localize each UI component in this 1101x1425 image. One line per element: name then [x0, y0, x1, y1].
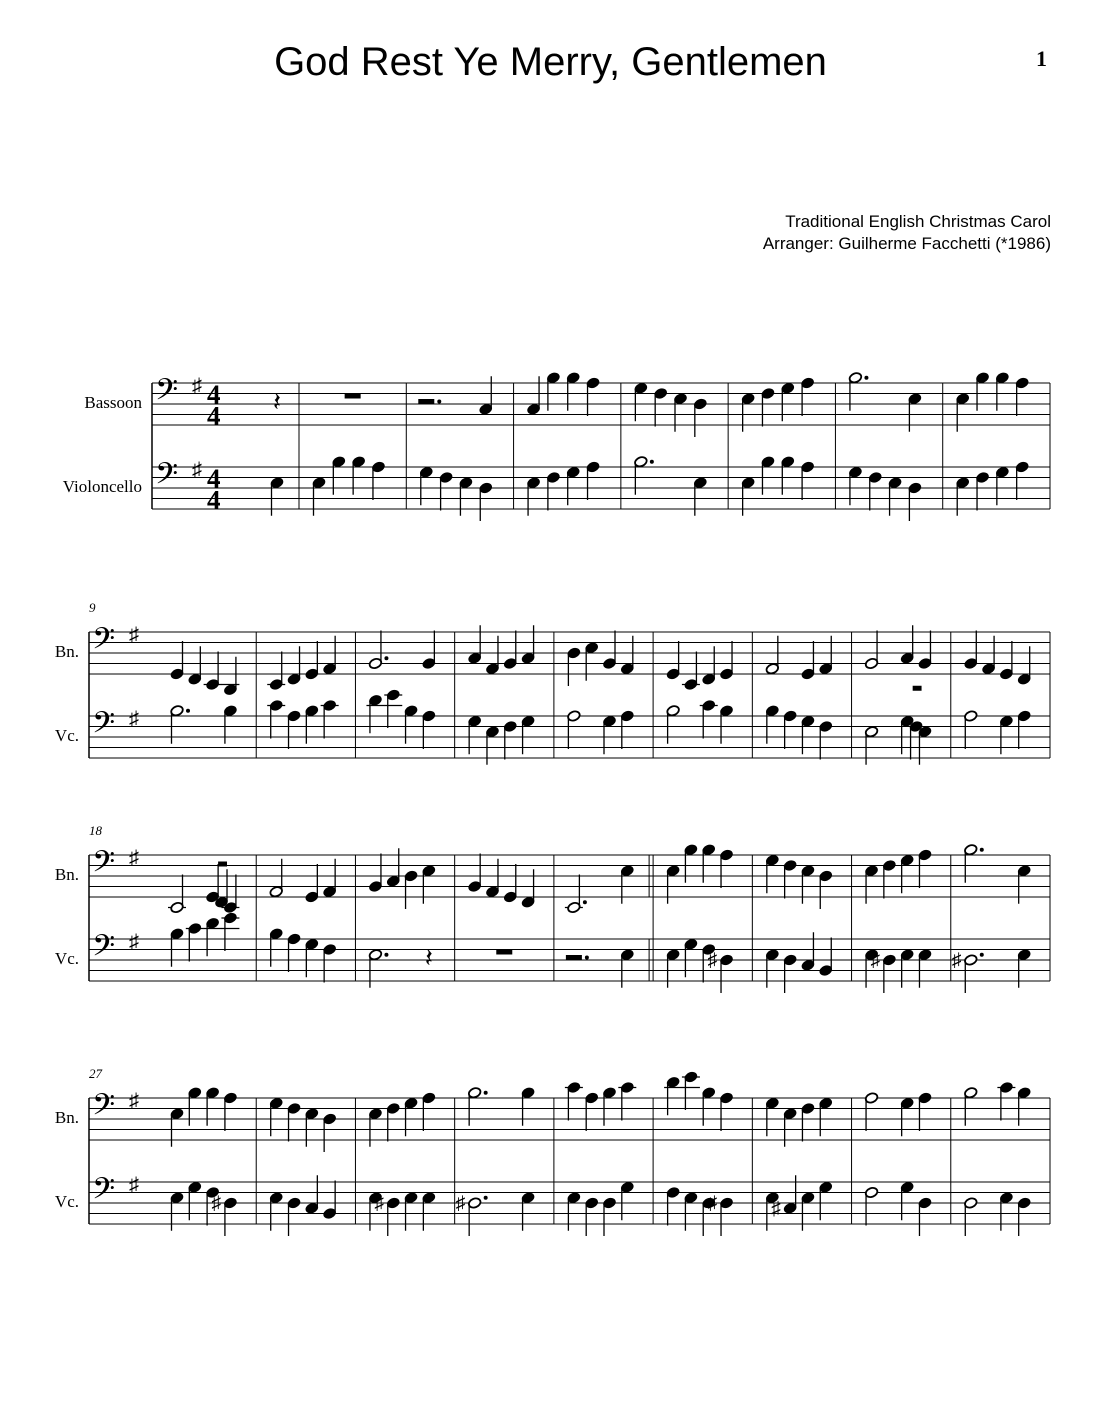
- instrument-name: Bassoon: [84, 393, 142, 413]
- score-title: God Rest Ye Merry, Gentlemen: [274, 40, 827, 84]
- bass-clef: 𝄢: [92, 1088, 116, 1129]
- time-signature-denominator: 4: [207, 401, 221, 431]
- bass-clef: 𝄢: [92, 845, 116, 886]
- instrument-name: Violoncello: [62, 477, 142, 497]
- sharp-accidental: ♯: [870, 950, 880, 971]
- instrument-short-name: Vc.: [54, 726, 79, 746]
- sharp-accidental: ♯: [211, 1193, 221, 1214]
- time-signature-numerator: 4: [207, 379, 221, 410]
- whole-rest: [496, 950, 512, 955]
- arranger-credit: Arranger: Guilherme Facchetti (*1986): [762, 234, 1051, 253]
- instrument-short-name: Vc.: [54, 949, 79, 969]
- key-signature-sharp: ♯: [129, 623, 139, 646]
- sharp-accidental: ♯: [707, 950, 718, 971]
- sharp-accidental: ♯: [455, 1193, 466, 1214]
- dot: [437, 400, 441, 404]
- instrument-short-name: Vc.: [54, 1192, 79, 1212]
- measure-number: 9: [89, 600, 96, 615]
- bass-clef: 𝄢: [92, 706, 116, 747]
- page-number: 1: [1036, 46, 1047, 71]
- key-signature-sharp: ♯: [129, 846, 139, 869]
- bass-clef: 𝄢: [92, 622, 116, 663]
- dot: [980, 953, 984, 957]
- quarter-rest: 𝄽: [273, 387, 281, 417]
- key-signature-sharp: ♯: [192, 458, 202, 481]
- instrument-short-name: Bn.: [54, 642, 79, 662]
- time-signature-numerator: 4: [207, 463, 221, 494]
- key-signature-sharp: ♯: [192, 374, 202, 397]
- bass-clef: 𝄢: [92, 1172, 116, 1213]
- instrument-short-name: Bn.: [54, 1108, 79, 1128]
- bass-clef: 𝄢: [155, 373, 179, 414]
- dot: [484, 1091, 488, 1095]
- sharp-accidental: ♯: [374, 1193, 384, 1214]
- half-rest: [418, 399, 434, 404]
- measure-number: 18: [89, 823, 102, 838]
- quarter-rest: 𝄽: [424, 943, 433, 973]
- whole-rest: [345, 394, 361, 399]
- measure-number: 27: [89, 1066, 102, 1081]
- instrument-short-name: Bn.: [54, 865, 79, 885]
- dot: [585, 956, 589, 960]
- sharp-accidental: ♯: [771, 1198, 781, 1220]
- time-signature-denominator: 4: [207, 485, 221, 515]
- dot: [583, 900, 587, 904]
- sharp-accidental: ♯: [951, 950, 962, 971]
- key-signature-sharp: ♯: [129, 707, 139, 730]
- composer-credit: Traditional English Christmas Carol: [785, 212, 1051, 231]
- dot: [980, 848, 984, 852]
- sharp-accidental: ♯: [707, 1193, 718, 1214]
- dot: [384, 953, 388, 957]
- dot: [186, 709, 190, 713]
- dot: [650, 460, 654, 464]
- dot: [864, 376, 868, 380]
- dot: [484, 1196, 488, 1200]
- key-signature-sharp: ♯: [129, 1173, 139, 1196]
- half-rest: [566, 955, 582, 960]
- bass-clef: 𝄢: [155, 457, 179, 498]
- key-signature-sharp: ♯: [129, 1089, 139, 1112]
- dot: [384, 656, 388, 660]
- key-signature-sharp: ♯: [129, 930, 139, 953]
- bass-clef: 𝄢: [92, 929, 116, 970]
